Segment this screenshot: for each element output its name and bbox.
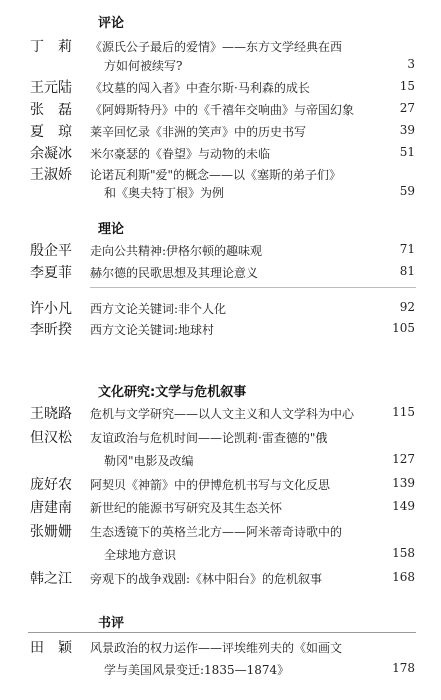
entry-page-number: 39 [399,123,415,137]
section-rule [28,632,416,633]
entry-title: 新世纪的能源书写研究及其生态关怀 [90,501,283,515]
entry-page-number: 27 [399,101,415,115]
section-title-book-review: 书评 [98,616,125,631]
toc-entry-continued[interactable] [0,55,441,77]
toc-entry[interactable] [0,121,441,143]
entry-title: 赫尔德的民歌思想及其理论意义 [90,266,259,280]
toc-entry-continued[interactable] [0,450,441,472]
entry-author: 余凝冰 [30,146,72,162]
entry-title: 莱辛回忆录《非洲的笑声》中的历史书写 [90,125,307,139]
entry-page-number: 168 [392,570,415,584]
section-title-review: 评论 [98,16,125,31]
toc-entry[interactable] [0,521,441,543]
entry-page-number: 127 [392,452,415,466]
entry-title: 米尔豪瑟的《眷望》与动物的未临 [90,147,271,161]
toc-entry[interactable] [0,143,441,165]
entry-title: 危机与文学研究——以人文主义和人文学科为中心 [90,407,355,421]
toc-entry[interactable] [0,262,441,284]
toc-entry-continued[interactable] [0,544,441,566]
entry-author: 殷企平 [30,243,72,259]
entry-title-line2: 勒冈"电影及改编 [104,454,194,468]
entry-author: 韩之江 [30,571,72,587]
entry-author: 唐建南 [30,500,72,516]
entry-title-line2: 全球地方意识 [104,548,177,562]
section-title-cultural-studies: 文化研究:文学与危机叙事 [98,385,247,400]
entry-page-number: 158 [392,546,415,560]
toc-entry[interactable] [0,497,441,519]
entry-title-line2: 学与美国风景变迁:1835—1874》 [104,663,290,677]
entry-title: 走向公共精神:伊格尔顿的趣味观 [90,244,263,258]
entry-author: 夏 琼 [30,124,72,140]
entry-author: 王元陆 [30,80,72,96]
entry-title: 阿契贝《神箭》中的伊博危机书写与文化反思 [90,478,331,492]
entry-page-number: 15 [399,79,415,93]
entry-page-number: 3 [407,57,415,71]
entry-author: 李昕揆 [30,322,72,338]
entry-page-number: 51 [399,145,415,159]
entry-author: 张姗姗 [30,524,72,540]
toc-entry-continued[interactable] [0,182,441,204]
entry-page-number: 71 [399,242,415,256]
entry-title: 西方文论关键词:非个人化 [90,302,227,316]
entry-title-line2: 和《奥夫特丁根》为例 [104,186,225,200]
entry-author: 田 颖 [30,640,72,656]
entry-author: 张 磊 [30,102,72,118]
entry-title: 《源氏公子最后的爱情》——东方文学经典在西 [90,40,343,54]
entry-title: 风景政治的权力运作——评埃维列夫的《如画文 [90,641,343,655]
entry-page-number: 149 [392,499,415,513]
toc-entry-continued[interactable] [0,659,441,681]
entry-page-number: 92 [399,300,415,314]
toc-entry[interactable] [0,637,441,659]
entry-author: 但汉松 [30,430,72,446]
toc-entry[interactable] [0,99,441,121]
divider [90,287,416,288]
toc-entry[interactable] [0,403,441,425]
entry-author: 李夏菲 [30,265,72,281]
toc-entry[interactable] [0,77,441,99]
toc-entry[interactable] [0,427,441,449]
section-title-theory: 理论 [98,222,125,237]
entry-author: 许小凡 [30,301,72,317]
entry-page-number: 139 [392,476,415,490]
toc-entry[interactable] [0,319,441,341]
entry-author: 丁 莉 [30,39,72,55]
entry-page-number: 59 [399,184,415,198]
entry-author: 王晓路 [30,406,72,422]
toc-entry[interactable] [0,298,441,320]
entry-title: 《阿姆斯特丹》中的《千禧年交响曲》与帝国幻象 [90,103,355,117]
entry-page-number: 178 [392,661,415,675]
entry-title-line2: 方如何被续写? [104,59,183,73]
entry-title: 西方文论关键词:地球村 [90,323,215,337]
entry-title: 论诺瓦利斯"爱"的概念——以《塞斯的弟子们》 [90,168,342,182]
toc-entry[interactable] [0,474,441,496]
entry-title: 生态透镜下的英格兰北方——阿米蒂奇诗歌中的 [90,525,343,539]
toc-entry[interactable] [0,240,441,262]
toc-entry[interactable] [0,568,441,590]
entry-title: 友谊政治与危机时间——论凯莉·雷查德的"俄 [90,431,328,445]
entry-page-number: 81 [399,264,415,278]
entry-title: 旁观下的战争戏剧:《林中阳台》的危机叙事 [90,572,323,586]
entry-page-number: 105 [392,321,415,335]
entry-page-number: 115 [392,405,415,419]
entry-title: 《坟墓的闯入者》中查尔斯·马利森的成长 [90,81,310,95]
entry-author: 王淑娇 [30,167,72,183]
entry-author: 庞好农 [30,477,72,493]
